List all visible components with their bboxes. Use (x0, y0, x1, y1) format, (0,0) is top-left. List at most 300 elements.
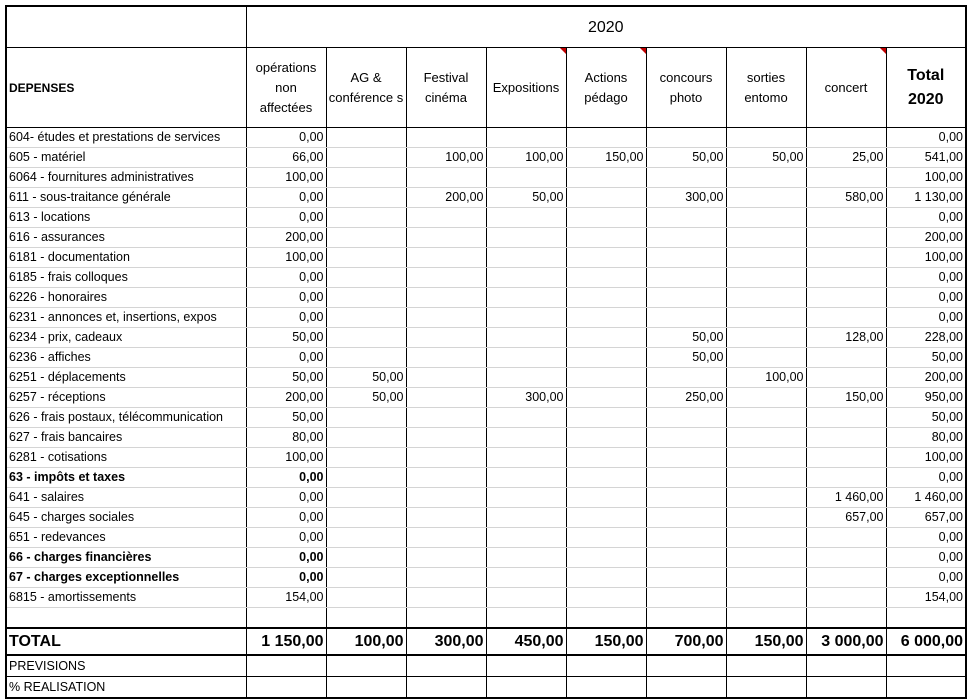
value-cell[interactable] (566, 268, 646, 288)
value-cell[interactable] (806, 568, 886, 588)
empty-cell[interactable] (246, 655, 326, 677)
value-cell[interactable] (566, 248, 646, 268)
row-total-cell[interactable]: 100,00 (886, 448, 966, 468)
empty-cell[interactable] (486, 655, 566, 677)
empty-cell[interactable] (6, 608, 246, 629)
value-cell[interactable] (726, 288, 806, 308)
value-cell[interactable] (326, 408, 406, 428)
row-label[interactable]: 651 - redevances (6, 528, 246, 548)
value-cell[interactable] (806, 448, 886, 468)
value-cell[interactable] (726, 208, 806, 228)
value-cell[interactable]: 200,00 (406, 188, 486, 208)
value-cell[interactable]: 0,00 (246, 528, 326, 548)
col-header-ag[interactable]: AG & conférence s (326, 48, 406, 128)
value-cell[interactable]: 657,00 (806, 508, 886, 528)
row-label[interactable]: 605 - matériel (6, 148, 246, 168)
value-cell[interactable] (326, 208, 406, 228)
value-cell[interactable] (486, 448, 566, 468)
value-cell[interactable] (806, 248, 886, 268)
value-cell[interactable] (326, 348, 406, 368)
value-cell[interactable] (326, 508, 406, 528)
value-cell[interactable] (566, 308, 646, 328)
value-cell[interactable] (406, 328, 486, 348)
value-cell[interactable]: 100,00 (246, 448, 326, 468)
value-cell[interactable]: 100,00 (406, 148, 486, 168)
value-cell[interactable] (646, 248, 726, 268)
value-cell[interactable] (566, 288, 646, 308)
col-header-sorties[interactable]: sorties entomo (726, 48, 806, 128)
row-label[interactable]: 6251 - déplacements (6, 368, 246, 388)
value-cell[interactable] (726, 168, 806, 188)
value-cell[interactable]: 200,00 (246, 228, 326, 248)
value-cell[interactable] (566, 428, 646, 448)
value-cell[interactable] (486, 468, 566, 488)
value-cell[interactable] (406, 448, 486, 468)
empty-cell[interactable] (406, 655, 486, 677)
value-cell[interactable]: 0,00 (246, 548, 326, 568)
value-cell[interactable] (486, 288, 566, 308)
value-cell[interactable] (726, 348, 806, 368)
value-cell[interactable] (726, 268, 806, 288)
value-cell[interactable]: 1 460,00 (806, 488, 886, 508)
row-label[interactable]: 67 - charges exceptionnelles (6, 568, 246, 588)
empty-cell[interactable] (566, 655, 646, 677)
value-cell[interactable]: 0,00 (246, 468, 326, 488)
total-label[interactable]: TOTAL (6, 628, 246, 655)
empty-cell[interactable] (486, 608, 566, 629)
row-label[interactable]: 66 - charges financières (6, 548, 246, 568)
value-cell[interactable] (406, 268, 486, 288)
row-label[interactable]: 6257 - réceptions (6, 388, 246, 408)
value-cell[interactable] (566, 348, 646, 368)
value-cell[interactable] (486, 508, 566, 528)
value-cell[interactable] (486, 248, 566, 268)
value-cell[interactable]: 50,00 (646, 148, 726, 168)
value-cell[interactable] (326, 128, 406, 148)
total-cell[interactable]: 300,00 (406, 628, 486, 655)
footer-label[interactable]: PREVISIONS (6, 655, 246, 677)
value-cell[interactable] (566, 468, 646, 488)
table-row (6, 368, 966, 388)
value-cell[interactable] (566, 228, 646, 248)
value-cell[interactable] (406, 368, 486, 388)
row-total-cell[interactable]: 50,00 (886, 408, 966, 428)
value-cell[interactable] (806, 128, 886, 148)
empty-cell[interactable] (726, 608, 806, 629)
value-cell[interactable]: 0,00 (246, 568, 326, 588)
value-cell[interactable] (726, 128, 806, 148)
row-total-cell[interactable]: 0,00 (886, 528, 966, 548)
row-label[interactable]: 6815 - amortissements (6, 588, 246, 608)
empty-cell[interactable] (646, 655, 726, 677)
value-cell[interactable]: 128,00 (806, 328, 886, 348)
value-cell[interactable] (486, 548, 566, 568)
total-cell[interactable]: 700,00 (646, 628, 726, 655)
value-cell[interactable] (646, 408, 726, 428)
value-cell[interactable]: 300,00 (646, 188, 726, 208)
value-cell[interactable] (566, 568, 646, 588)
row-label[interactable]: 641 - salaires (6, 488, 246, 508)
value-cell[interactable]: 0,00 (246, 128, 326, 148)
value-cell[interactable] (406, 408, 486, 428)
value-cell[interactable] (406, 128, 486, 148)
value-cell[interactable] (326, 448, 406, 468)
empty-cell[interactable] (886, 608, 966, 629)
value-cell[interactable] (326, 168, 406, 188)
value-cell[interactable] (806, 308, 886, 328)
value-cell[interactable] (566, 368, 646, 388)
table-row (6, 568, 966, 588)
row-label[interactable]: 6226 - honoraires (6, 288, 246, 308)
value-cell[interactable] (326, 228, 406, 248)
value-cell[interactable] (726, 328, 806, 348)
value-cell[interactable] (726, 408, 806, 428)
row-total-cell[interactable]: 0,00 (886, 128, 966, 148)
value-cell[interactable]: 0,00 (246, 288, 326, 308)
value-cell[interactable] (566, 488, 646, 508)
row-total-cell[interactable]: 0,00 (886, 208, 966, 228)
total-cell[interactable]: 1 150,00 (246, 628, 326, 655)
empty-cell[interactable] (806, 655, 886, 677)
value-cell[interactable] (486, 328, 566, 348)
value-cell[interactable] (726, 528, 806, 548)
value-cell[interactable] (326, 568, 406, 588)
value-cell[interactable] (566, 548, 646, 568)
row-label[interactable]: 6281 - cotisations (6, 448, 246, 468)
value-cell[interactable] (806, 368, 886, 388)
value-cell[interactable]: 150,00 (806, 388, 886, 408)
row-label[interactable]: 613 - locations (6, 208, 246, 228)
value-cell[interactable] (646, 488, 726, 508)
value-cell[interactable] (806, 548, 886, 568)
value-cell[interactable] (326, 308, 406, 328)
value-cell[interactable] (726, 248, 806, 268)
value-cell[interactable] (486, 528, 566, 548)
value-cell[interactable] (566, 128, 646, 148)
value-cell[interactable] (406, 428, 486, 448)
row-label[interactable]: 616 - assurances (6, 228, 246, 248)
value-cell[interactable] (486, 428, 566, 448)
table-row (6, 168, 966, 188)
depenses-header[interactable]: DEPENSES (6, 48, 246, 128)
value-cell[interactable] (406, 208, 486, 228)
value-cell[interactable]: 200,00 (246, 388, 326, 408)
value-cell[interactable] (326, 328, 406, 348)
col-header-concert[interactable] (806, 48, 886, 128)
value-cell[interactable] (486, 228, 566, 248)
value-cell[interactable] (326, 148, 406, 168)
empty-cell[interactable] (646, 608, 726, 629)
value-cell[interactable] (406, 508, 486, 528)
value-cell[interactable] (726, 188, 806, 208)
total-cell[interactable]: 100,00 (326, 628, 406, 655)
table-row (6, 328, 966, 348)
value-cell[interactable] (806, 168, 886, 188)
value-cell[interactable] (646, 128, 726, 148)
value-cell[interactable] (806, 288, 886, 308)
value-cell[interactable] (566, 208, 646, 228)
value-cell[interactable] (566, 448, 646, 468)
value-cell[interactable] (726, 568, 806, 588)
value-cell[interactable]: 250,00 (646, 388, 726, 408)
value-cell[interactable] (326, 588, 406, 608)
value-cell[interactable]: 154,00 (246, 588, 326, 608)
value-cell[interactable]: 66,00 (246, 148, 326, 168)
row-label[interactable]: 645 - charges sociales (6, 508, 246, 528)
value-cell[interactable]: 580,00 (806, 188, 886, 208)
value-cell[interactable] (646, 268, 726, 288)
row-total-cell[interactable]: 0,00 (886, 288, 966, 308)
value-cell[interactable] (566, 388, 646, 408)
value-cell[interactable]: 0,00 (246, 208, 326, 228)
value-cell[interactable] (806, 428, 886, 448)
value-cell[interactable] (486, 588, 566, 608)
value-cell[interactable] (486, 208, 566, 228)
value-cell[interactable] (566, 408, 646, 428)
value-cell[interactable]: 50,00 (246, 408, 326, 428)
value-cell[interactable] (646, 368, 726, 388)
row-label[interactable]: 611 - sous-traitance générale (6, 188, 246, 208)
total-cell[interactable]: 150,00 (566, 628, 646, 655)
value-cell[interactable]: 50,00 (726, 148, 806, 168)
value-cell[interactable] (726, 508, 806, 528)
value-cell[interactable] (646, 168, 726, 188)
table-row (6, 128, 966, 148)
row-total-cell[interactable]: 0,00 (886, 308, 966, 328)
value-cell[interactable]: 0,00 (246, 348, 326, 368)
value-cell[interactable] (486, 168, 566, 188)
value-cell[interactable] (726, 388, 806, 408)
row-total-cell[interactable]: 200,00 (886, 368, 966, 388)
value-cell[interactable] (566, 328, 646, 348)
row-label[interactable]: 6234 - prix, cadeaux (6, 328, 246, 348)
row-total-cell[interactable]: 0,00 (886, 268, 966, 288)
value-cell[interactable] (646, 288, 726, 308)
value-cell[interactable] (726, 308, 806, 328)
total-cell[interactable]: 3 000,00 (806, 628, 886, 655)
value-cell[interactable]: 100,00 (246, 168, 326, 188)
value-cell[interactable] (406, 468, 486, 488)
col-header-expositions[interactable] (486, 48, 566, 128)
value-cell[interactable] (646, 428, 726, 448)
value-cell[interactable] (646, 228, 726, 248)
row-label[interactable]: 6064 - fournitures administratives (6, 168, 246, 188)
row-total-cell[interactable]: 228,00 (886, 328, 966, 348)
empty-cell[interactable] (246, 608, 326, 629)
value-cell[interactable] (806, 588, 886, 608)
empty-cell[interactable] (886, 677, 966, 699)
empty-cell[interactable] (726, 655, 806, 677)
row-total-cell[interactable]: 80,00 (886, 428, 966, 448)
value-cell[interactable]: 0,00 (246, 308, 326, 328)
empty-cell[interactable] (486, 677, 566, 699)
row-total-cell[interactable]: 1 460,00 (886, 488, 966, 508)
col-header-actions[interactable] (566, 48, 646, 128)
value-cell[interactable] (646, 308, 726, 328)
empty-cell[interactable] (326, 677, 406, 699)
grand-total-cell[interactable]: 6 000,00 (886, 628, 966, 655)
row-label[interactable]: 627 - frais bancaires (6, 428, 246, 448)
empty-cell[interactable] (326, 655, 406, 677)
value-cell[interactable] (326, 548, 406, 568)
value-cell[interactable] (726, 228, 806, 248)
value-cell[interactable] (486, 488, 566, 508)
value-cell[interactable] (326, 268, 406, 288)
value-cell[interactable] (486, 128, 566, 148)
value-cell[interactable] (406, 548, 486, 568)
row-total-cell[interactable]: 100,00 (886, 168, 966, 188)
value-cell[interactable]: 25,00 (806, 148, 886, 168)
value-cell[interactable] (566, 188, 646, 208)
total-cell[interactable]: 150,00 (726, 628, 806, 655)
value-cell[interactable] (806, 348, 886, 368)
row-total-cell[interactable]: 541,00 (886, 148, 966, 168)
row-total-cell[interactable]: 200,00 (886, 228, 966, 248)
value-cell[interactable]: 50,00 (246, 368, 326, 388)
value-cell[interactable] (806, 268, 886, 288)
value-cell[interactable] (406, 168, 486, 188)
value-cell[interactable] (646, 568, 726, 588)
year-label[interactable]: 2020 (246, 6, 966, 48)
value-cell[interactable] (806, 528, 886, 548)
value-cell[interactable] (726, 428, 806, 448)
value-cell[interactable] (646, 528, 726, 548)
row-label[interactable]: 626 - frais postaux, télécommunication (6, 408, 246, 428)
empty-cell[interactable] (726, 677, 806, 699)
table-row (6, 428, 966, 448)
row-label[interactable]: 6185 - frais colloques (6, 268, 246, 288)
row-total-cell[interactable]: 0,00 (886, 548, 966, 568)
value-cell[interactable]: 300,00 (486, 388, 566, 408)
value-cell[interactable] (406, 568, 486, 588)
value-cell[interactable] (406, 528, 486, 548)
value-cell[interactable]: 50,00 (246, 328, 326, 348)
value-cell[interactable] (806, 228, 886, 248)
value-cell[interactable] (566, 528, 646, 548)
table-row (6, 208, 966, 228)
empty-cell[interactable] (406, 608, 486, 629)
row-total-cell[interactable]: 100,00 (886, 248, 966, 268)
value-cell[interactable]: 50,00 (326, 368, 406, 388)
empty-cell[interactable] (886, 655, 966, 677)
row-total-cell[interactable]: 950,00 (886, 388, 966, 408)
value-cell[interactable]: 150,00 (566, 148, 646, 168)
value-cell[interactable] (406, 248, 486, 268)
row-total-cell[interactable]: 0,00 (886, 568, 966, 588)
value-cell[interactable] (326, 288, 406, 308)
value-cell[interactable] (806, 468, 886, 488)
row-total-cell[interactable]: 1 130,00 (886, 188, 966, 208)
empty-cell[interactable] (326, 608, 406, 629)
row-total-cell[interactable]: 50,00 (886, 348, 966, 368)
value-cell[interactable]: 100,00 (246, 248, 326, 268)
col-header-total[interactable]: Total 2020 (886, 48, 966, 128)
value-cell[interactable] (486, 368, 566, 388)
value-cell[interactable]: 80,00 (246, 428, 326, 448)
value-cell[interactable]: 50,00 (646, 348, 726, 368)
value-cell[interactable] (326, 468, 406, 488)
value-cell[interactable] (406, 308, 486, 328)
value-cell[interactable]: 50,00 (646, 328, 726, 348)
value-cell[interactable] (646, 208, 726, 228)
value-cell[interactable] (406, 488, 486, 508)
value-cell[interactable] (326, 188, 406, 208)
row-total-cell[interactable]: 154,00 (886, 588, 966, 608)
footer-label[interactable]: % REALISATION (6, 677, 246, 699)
value-cell[interactable]: 50,00 (326, 388, 406, 408)
value-cell[interactable] (566, 508, 646, 528)
row-label[interactable]: 604- études et prestations de services (6, 128, 246, 148)
value-cell[interactable] (726, 488, 806, 508)
col-header-operations[interactable]: opérations non affectées (246, 48, 326, 128)
value-cell[interactable] (726, 548, 806, 568)
value-cell[interactable]: 0,00 (246, 188, 326, 208)
value-cell[interactable]: 0,00 (246, 508, 326, 528)
corner-cell[interactable] (6, 6, 246, 48)
value-cell[interactable] (326, 488, 406, 508)
value-cell[interactable] (326, 248, 406, 268)
value-cell[interactable] (326, 528, 406, 548)
value-cell[interactable] (326, 428, 406, 448)
value-cell[interactable]: 0,00 (246, 488, 326, 508)
value-cell[interactable] (566, 588, 646, 608)
row-total-cell[interactable]: 657,00 (886, 508, 966, 528)
value-cell[interactable] (406, 228, 486, 248)
value-cell[interactable]: 100,00 (486, 148, 566, 168)
empty-cell[interactable] (806, 608, 886, 629)
value-cell[interactable]: 0,00 (246, 268, 326, 288)
empty-cell[interactable] (566, 608, 646, 629)
value-cell[interactable] (806, 208, 886, 228)
row-label[interactable]: 63 - impôts et taxes (6, 468, 246, 488)
empty-cell[interactable] (406, 677, 486, 699)
value-cell[interactable] (486, 568, 566, 588)
value-cell[interactable]: 50,00 (486, 188, 566, 208)
empty-cell[interactable] (646, 677, 726, 699)
empty-cell[interactable] (246, 677, 326, 699)
empty-cell[interactable] (566, 677, 646, 699)
value-cell[interactable] (486, 408, 566, 428)
value-cell[interactable] (646, 548, 726, 568)
value-cell[interactable] (486, 268, 566, 288)
value-cell[interactable] (406, 348, 486, 368)
empty-cell[interactable] (806, 677, 886, 699)
value-cell[interactable] (726, 588, 806, 608)
total-cell[interactable]: 450,00 (486, 628, 566, 655)
value-cell[interactable] (726, 468, 806, 488)
value-cell[interactable] (406, 588, 486, 608)
value-cell[interactable] (646, 588, 726, 608)
value-cell[interactable] (486, 348, 566, 368)
value-cell[interactable] (486, 308, 566, 328)
col-header-festival[interactable]: Festival cinéma (406, 48, 486, 128)
value-cell[interactable] (646, 468, 726, 488)
value-cell[interactable] (646, 448, 726, 468)
value-cell[interactable] (646, 508, 726, 528)
value-cell[interactable] (566, 168, 646, 188)
value-cell[interactable]: 100,00 (726, 368, 806, 388)
previsions-row (6, 655, 966, 677)
value-cell[interactable] (406, 388, 486, 408)
row-label[interactable]: 6231 - annonces et, insertions, expos (6, 308, 246, 328)
value-cell[interactable] (726, 448, 806, 468)
value-cell[interactable] (806, 408, 886, 428)
row-total-cell[interactable]: 0,00 (886, 468, 966, 488)
col-header-concours[interactable]: concours photo (646, 48, 726, 128)
row-label[interactable]: 6181 - documentation (6, 248, 246, 268)
row-label[interactable]: 6236 - affiches (6, 348, 246, 368)
value-cell[interactable] (406, 288, 486, 308)
